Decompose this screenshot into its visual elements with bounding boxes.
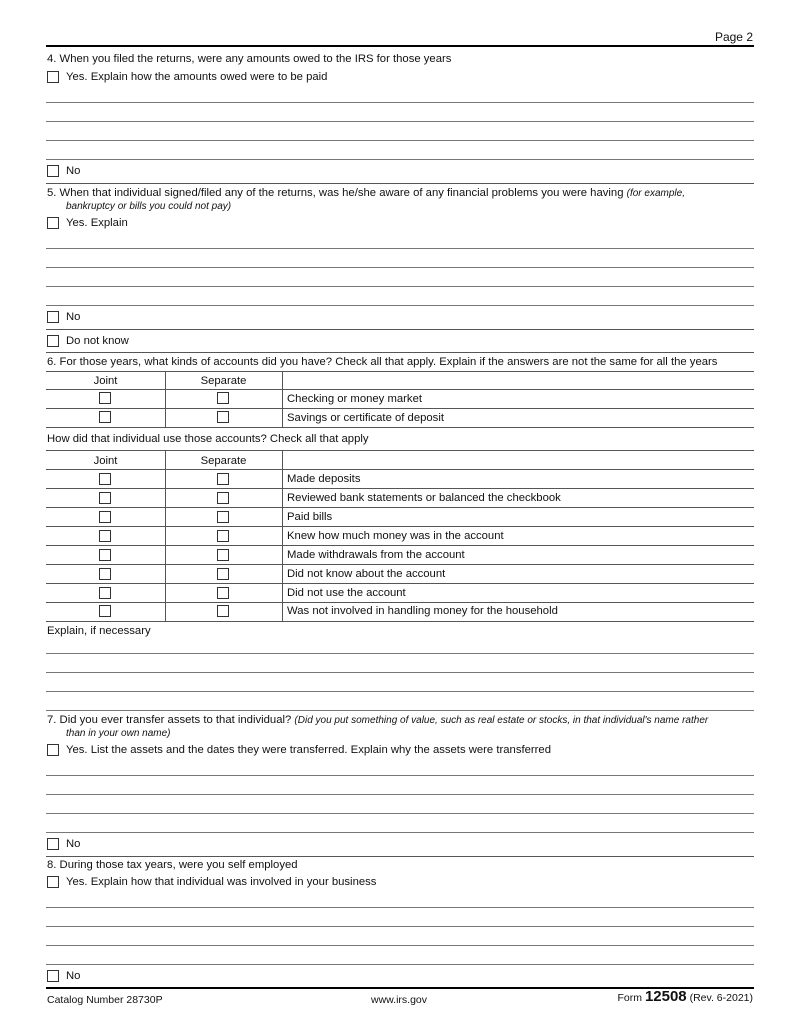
table2-row-rule-2	[46, 507, 754, 508]
form-prefix: Form	[617, 992, 643, 1004]
table2-row-rule-4	[46, 545, 754, 546]
form-number: 12508	[644, 988, 687, 1005]
table1-col-separate: Separate	[200, 375, 247, 387]
q8-answer-line-3[interactable]	[46, 945, 754, 946]
account-savings-joint-checkbox[interactable]	[99, 411, 111, 423]
use-paid-bills-joint-checkbox[interactable]	[99, 511, 111, 523]
use-deposits-label: Made deposits	[287, 473, 361, 485]
q7-no-label: No	[66, 838, 81, 850]
q4-no-checkbox[interactable]	[47, 165, 59, 177]
use-not-involved-separate-checkbox[interactable]	[217, 605, 229, 617]
use-withdrawals-label: Made withdrawals from the account	[287, 549, 465, 561]
table2-vline-1	[165, 451, 166, 621]
q7-answer-line-3[interactable]	[46, 813, 754, 814]
q5-no-label: No	[66, 311, 81, 323]
catalog-number: Catalog Number 28730P	[47, 994, 163, 1006]
q4-answer-line-4[interactable]	[46, 159, 754, 160]
use-did-not-know-separate-checkbox[interactable]	[217, 568, 229, 580]
q7-question-text: 7. Did you ever transfer assets to that individual?	[47, 714, 292, 726]
use-reviewed-separate-checkbox[interactable]	[217, 492, 229, 504]
form-revision: (Rev. 6-2021)	[689, 992, 753, 1004]
q7-answer-line-4[interactable]	[46, 832, 754, 833]
q8-no-checkbox[interactable]	[47, 970, 59, 982]
use-paid-bills-separate-checkbox[interactable]	[217, 511, 229, 523]
q5-question	[47, 186, 685, 201]
table2-row-rule-5	[46, 564, 754, 565]
q8-no-label: No	[66, 970, 81, 982]
q4-divider	[46, 183, 754, 184]
q6-explain-line-2[interactable]	[46, 672, 754, 673]
table2-header-rule	[46, 469, 754, 470]
q5-divider-1	[46, 329, 754, 330]
q7-divider	[46, 856, 754, 857]
header-rule	[46, 45, 754, 47]
q5-yes-label: Yes. Explain	[66, 217, 128, 229]
q5-note-2: bankruptcy or bills you could not pay)	[66, 201, 232, 212]
account-checking-separate-checkbox[interactable]	[217, 392, 229, 404]
q4-answer-line-2[interactable]	[46, 121, 754, 122]
q4-no-label: No	[66, 165, 81, 177]
table2-row-rule-1	[46, 488, 754, 489]
q4-question: 4. When you filed the returns, were any amounts owed to the IRS for those years	[47, 53, 452, 65]
q7-yes-checkbox[interactable]	[47, 744, 59, 756]
account-savings-separate-checkbox[interactable]	[217, 411, 229, 423]
q8-answer-line-2[interactable]	[46, 926, 754, 927]
account-checking-label: Checking or money market	[287, 393, 422, 405]
q5-answer-line-1[interactable]	[46, 248, 754, 249]
table2-row-rule-6	[46, 583, 754, 584]
account-savings-label: Savings or certificate of deposit	[287, 412, 444, 424]
use-not-involved-label: Was not involved in handling money for the household	[287, 605, 558, 617]
q5-question-text: 5. When that individual signed/filed any of the returns, was he/she aware of any financial problems you were having	[47, 187, 624, 199]
q4-yes-checkbox[interactable]	[47, 71, 59, 83]
q6-explain-label: Explain, if necessary	[47, 625, 151, 637]
q7-answer-line-1[interactable]	[46, 775, 754, 776]
q7-answer-line-2[interactable]	[46, 794, 754, 795]
q5-answer-line-2[interactable]	[46, 267, 754, 268]
use-knew-amount-separate-checkbox[interactable]	[217, 530, 229, 542]
use-not-involved-joint-checkbox[interactable]	[99, 605, 111, 617]
use-deposits-separate-checkbox[interactable]	[217, 473, 229, 485]
use-deposits-joint-checkbox[interactable]	[99, 473, 111, 485]
q5-dont-know-checkbox[interactable]	[47, 335, 59, 347]
q8-answer-line-1[interactable]	[46, 907, 754, 908]
q6-explain-line-4[interactable]	[46, 710, 754, 711]
use-did-not-know-joint-checkbox[interactable]	[99, 568, 111, 580]
use-paid-bills-label: Paid bills	[287, 511, 333, 523]
q5-divider-2	[46, 352, 754, 353]
website-link[interactable]: www.irs.gov	[371, 994, 428, 1006]
q6-explain-line-1[interactable]	[46, 653, 754, 654]
q5-yes-checkbox[interactable]	[47, 217, 59, 229]
table1-row-rule-1	[46, 408, 754, 409]
page-label: Page 2	[714, 30, 753, 44]
q5-no-checkbox[interactable]	[47, 311, 59, 323]
q7-question	[47, 713, 708, 728]
q6-table1-top	[46, 371, 754, 372]
q8-yes-label: Yes. Explain how that individual was involved in your business	[66, 876, 377, 888]
use-did-not-use-label: Did not use the account	[287, 587, 406, 599]
use-reviewed-label: Reviewed bank statements or balanced the checkbook	[287, 492, 561, 504]
use-knew-amount-label: Knew how much money was in the account	[287, 530, 504, 542]
q6-explain-line-3[interactable]	[46, 691, 754, 692]
table1-vline-2	[282, 372, 283, 428]
q4-yes-label: Yes. Explain how the amounts owed were to be paid	[66, 71, 328, 83]
table2-top	[46, 450, 754, 451]
q8-answer-line-4[interactable]	[46, 964, 754, 965]
q5-answer-line-4[interactable]	[46, 305, 754, 306]
q5-note-1: (for example,	[626, 188, 685, 199]
q8-yes-checkbox[interactable]	[47, 876, 59, 888]
q8-question: 8. During those tax years, were you self employed	[47, 859, 298, 871]
use-withdrawals-separate-checkbox[interactable]	[217, 549, 229, 561]
q7-yes-label: Yes. List the assets and the dates they were transferred. Explain why the assets were transferred	[66, 744, 551, 756]
use-knew-amount-joint-checkbox[interactable]	[99, 530, 111, 542]
q7-note-1: (Did you put something of value, such as real estate or stocks, in that individual's name rather	[294, 715, 709, 726]
table2-col-separate: Separate	[200, 455, 247, 467]
q7-note-2: than in your own name)	[66, 728, 171, 739]
table2-vline-2	[282, 451, 283, 621]
q4-answer-line-1[interactable]	[46, 102, 754, 103]
q6-use-question: How did that individual use those accounts? Check all that apply	[47, 433, 369, 445]
table2-row-rule-3	[46, 526, 754, 527]
use-withdrawals-joint-checkbox[interactable]	[99, 549, 111, 561]
q6-question: 6. For those years, what kinds of accounts did you have? Check all that apply. Explain if the answers are not the same for all the years	[47, 356, 718, 368]
table2-row-rule-7	[46, 602, 754, 603]
q7-no-checkbox[interactable]	[47, 838, 59, 850]
use-reviewed-joint-checkbox[interactable]	[99, 492, 111, 504]
q5-dont-know-label: Do not know	[66, 335, 129, 347]
use-did-not-know-label: Did not know about the account	[287, 568, 446, 580]
table1-header-rule	[46, 389, 754, 390]
table2-bottom	[46, 621, 754, 622]
table1-vline-1	[165, 372, 166, 428]
table2-col-joint: Joint	[93, 455, 118, 467]
use-did-not-use-joint-checkbox[interactable]	[99, 587, 111, 599]
account-checking-joint-checkbox[interactable]	[99, 392, 111, 404]
q5-answer-line-3[interactable]	[46, 286, 754, 287]
table1-col-joint: Joint	[93, 375, 118, 387]
table1-bottom	[46, 427, 754, 428]
q4-answer-line-3[interactable]	[46, 140, 754, 141]
form-identifier	[618, 990, 753, 1005]
use-did-not-use-separate-checkbox[interactable]	[217, 587, 229, 599]
